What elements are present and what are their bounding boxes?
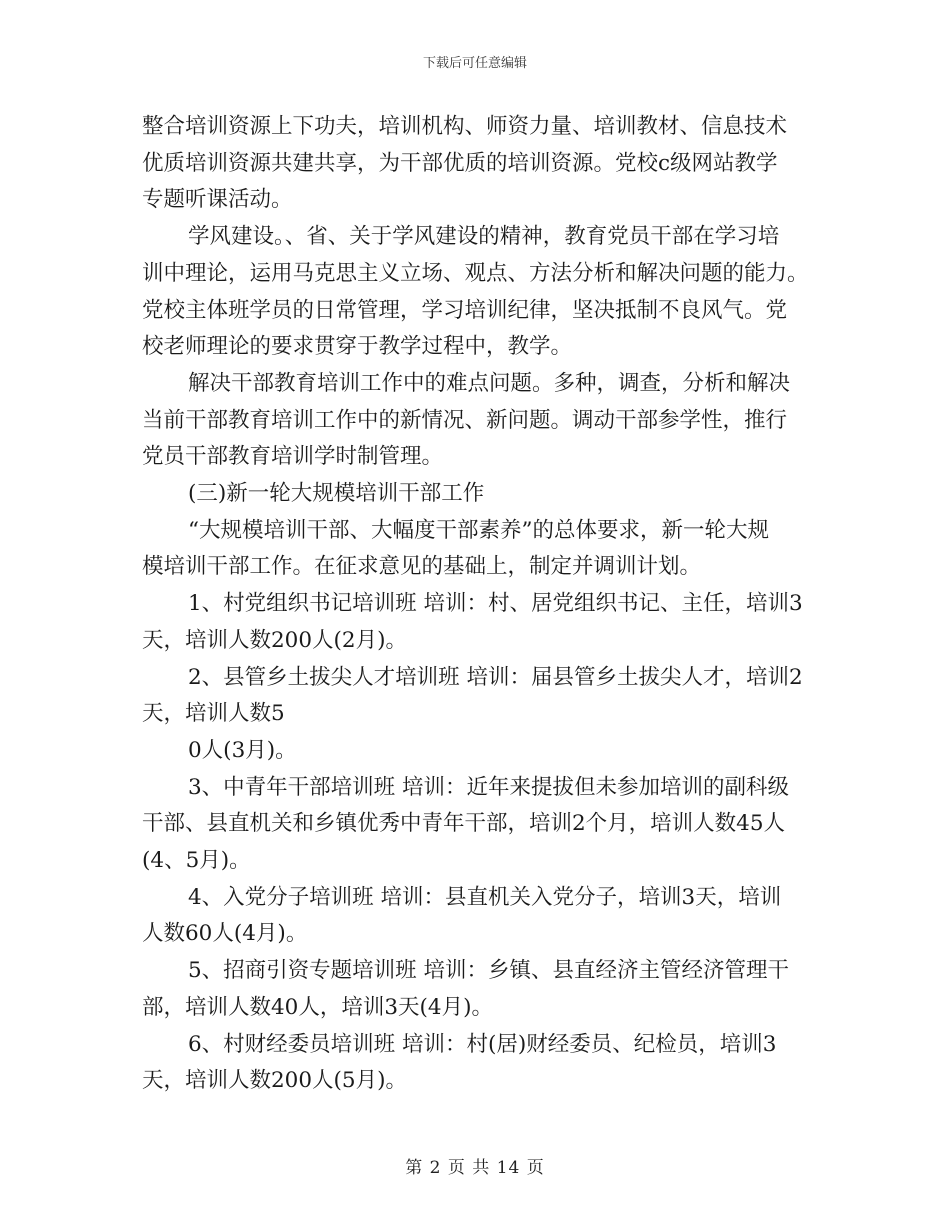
list-item: 1、村党组织书记培训班 培训：村、居党组织书记、主任，培训3 [188, 591, 803, 617]
text-line: 当前干部教育培训工作中的新情况、新问题。调动干部参学性，推行 [142, 407, 788, 433]
document-body [142, 109, 809, 1100]
text-line: 党员干部教育培训学时制管理。 [142, 444, 444, 470]
list-item: 6、村财经委员培训班 培训：村(居)财经委员、纪检员，培训3 [188, 1031, 777, 1057]
text-line: 解决干部教育培训工作中的难点问题。多种，调查，分析和解决 [188, 370, 791, 396]
text-line: 党校主体班学员的日常管理，学习培训纪律，坚决抵制不良风气。党 [142, 297, 788, 323]
list-item: 2、县管乡土拔尖人才培训班 培训：届县管乡土拔尖人才，培训2 [188, 664, 803, 690]
text-line: 天，培训人数200人(5月)。 [142, 1068, 407, 1094]
text-line: 天，培训人数200人(2月)。 [142, 627, 407, 653]
text-line: 0人(3月)。 [188, 737, 297, 763]
page-header: 下载后可任意编辑 [422, 56, 527, 71]
text-line: 天，培训人数5 [142, 701, 285, 727]
text-line: 训中理论，运用马克思主义立场、观点、方法分析和解决问题的能力。 [142, 260, 809, 286]
text-line: 校老师理论的要求贯穿于教学过程中，教学。 [142, 334, 573, 360]
text-line: 模培训干部工作。在征求意见的基础上，制定并调训计划。 [142, 554, 702, 580]
text-line: 专题听课活动。 [142, 187, 293, 213]
text-line: 人数60人(4月)。 [142, 921, 308, 947]
section-heading: (三)新一轮大规模培训干部工作 [188, 481, 485, 507]
text-line: 优质培训资源共建共享，为干部优质的培训资源。党校c级网站教学 [142, 150, 778, 176]
text-line: 整合培训资源上下功夫，培训机构、师资力量、培训教材、信息技术 [142, 114, 788, 139]
text-line: 干部、县直机关和乡镇优秀中青年干部，培训2个月，培训人数45人 [142, 811, 786, 837]
text-line: “大规模培训干部、大幅度干部素养”的总体要求，新一轮大规 [188, 517, 769, 543]
page-footer: 第 2 页 共 14 页 [405, 1158, 545, 1178]
text-line: 部，培训人数40人，培训3天(4月)。 [142, 994, 493, 1020]
list-item: 4、入党分子培训班 培训：县直机关入党分子，培训3天，培训 [188, 884, 782, 910]
text-line: (4、5月)。 [142, 848, 251, 874]
list-item: 3、中青年干部培训班 培训：近年来提拔但未参加培训的副科级 [188, 774, 790, 800]
list-item: 5、招商引资专题培训班 培训：乡镇、县直经济主管经济管理干 [188, 958, 790, 984]
text-line: 学风建设。、省、关于学风建设的精神，教育党员干部在学习培 [188, 224, 780, 250]
